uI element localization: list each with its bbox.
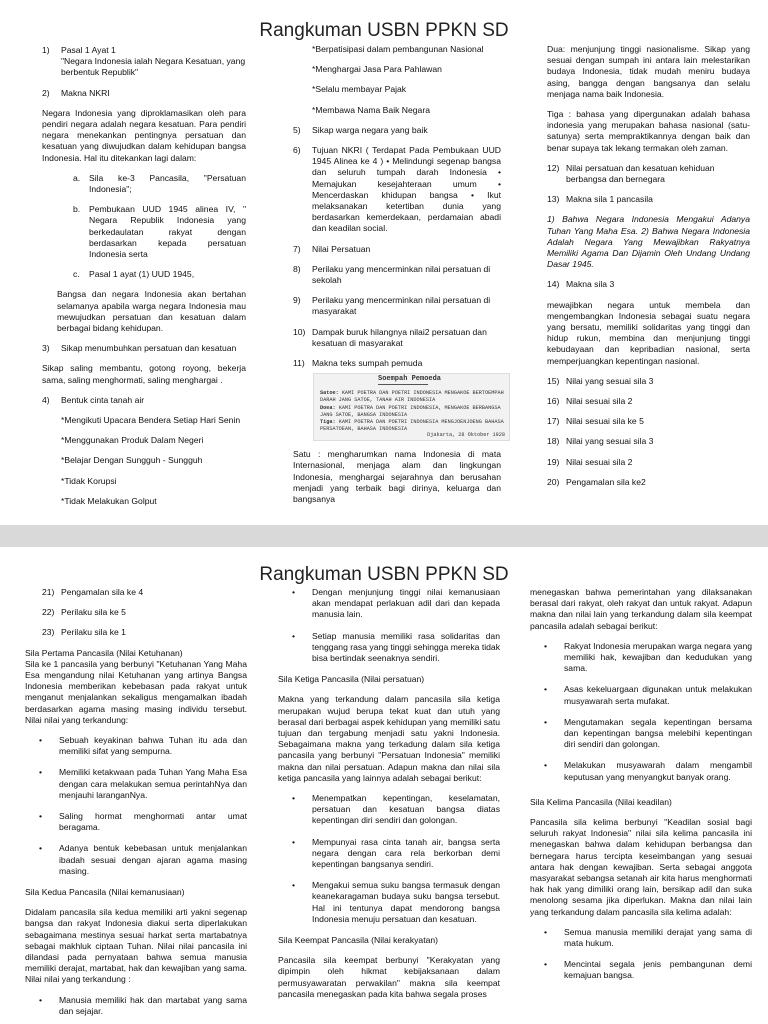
item-text: "Negara Indonesia ialah Negara Kesatuan, yang berbentuk Republik" (61, 56, 246, 78)
list-item: 11) Makna teks sumpah pemuda (293, 358, 423, 369)
sub-item: b. Pembukaan UUD 1945 alinea IV, " Negara Republik Indonesia yang berkedaulatan rakyat dengan berdasarkan kepada persatuan Indonesia serta (73, 204, 246, 260)
document-page-2 (0, 547, 768, 1024)
bullet-item: • Adanya bentuk kebebasan untuk menjalankan ibadah sesuai dengan ajaran agama masing masing. (39, 843, 247, 877)
list-item: 17) Nilai sesuai sila ke 5 (547, 416, 644, 427)
bullet-item: • Manusia memiliki hak dan martabat yang sama dan sejajar. (39, 995, 247, 1017)
sumpah-pemuda-image (313, 373, 510, 441)
list-item: 12) Nilai persatuan dan kesatuan kehiduan berbangsa dan bernegara (547, 162, 715, 185)
line-item: *Mengikuti Upacara Bendera Setiap Hari Senin (61, 415, 241, 426)
column-right (530, 587, 752, 992)
line-item: *Membawa Nama Baik Negara (312, 104, 430, 115)
page-title: Rangkuman USBN PPKN SD (259, 564, 509, 585)
item-text: Negara Indonesia yang diproklamasikan oleh para pendiri negara adalah negara kesatuan. Para pendiri negara menekankan pentingnya persatuan dan kesatuan yang diwujudkan dalam kehidupan bangsa Indonesia. Hal itu ditekankan lagi dalam: (42, 107, 246, 163)
sumpah-line: Tiga: KAMI POETRA DAN POETRI INDONESIA MENGJOENJOENG BAHASA PERSATOEAN, BAHASA INDONESIA (320, 419, 504, 432)
list-item: 13) Makna sila 1 pancasila (547, 194, 653, 205)
list-item: 7) Nilai Persatuan (293, 243, 371, 254)
line-item: *Tidak Melakukan Golput (61, 495, 157, 506)
list-item: 23) Perilaku sila ke 1 (42, 627, 126, 638)
paragraph: Didalam pancasila sila kedua memiliki arti yakni segenap bangsa dan rakyat Indonesia diakui serta diperlakukan sebagaimana mestinya sesuai harkat serta martabatnya sebagai makhluk ciptaan Tuhan. Nilai nilai pancasila ini dilandasi pada pernyataan bahwa semua manusia memiliki derajat, martabat, hak dan kewajiban yang sama. Nilai nilai yang terkandung : (25, 907, 247, 985)
bullet-item: • Memiliki ketakwaan pada Tuhan Yang Maha Esa dengan cara melakukan semua perintahNya dan menjauhi laranganNya. (39, 767, 247, 801)
label: Dua: (547, 44, 566, 54)
column-left (42, 45, 246, 516)
label: Tiga : (547, 109, 571, 120)
list-item: 1) Pasal 1 Ayat 1 "Negara Indonesia ialah Negara Kesatuan, yang berbentuk Republik" (42, 45, 246, 78)
paragraph: menegaskan bahwa pemerintahan yang dilaksanakan berasal dari rakyat, oleh rakyat dan untuk rakyat. Adapun makna dan nilai lain yang terkandung dalam sila keempat pancasila adalah sebagai berikut: (530, 587, 752, 631)
paragraph: Sila ke 1 pancasila yang berbunyi "Ketuhanan Yang Maha Esa mengandung nilai Ketuhanan yang artinya Bangsa Indonesia memberikan kebebasan pada rakyat untuk menganut menjalankan sekaligus mengamalkan ibadah berdasarkan agama masing masing individu tersebut. Nilai nilai yang terkandung: (25, 658, 247, 725)
item-text: Sikap saling membantu, gotong royong, bekerja sama, saling menghormati, saling menghargai . (42, 363, 246, 385)
line-item: *Menggunakan Produk Dalam Negeri (61, 435, 204, 446)
list-item: 15) Nilai yang sesuai sila 3 (547, 375, 654, 386)
sumpah-line: Satoe: KAMI POETRA DAN POETRI INDONESIA MENGAKOE BERTOEMPAH DARAH JANG SATOE, TANAH AIR INDONESIA (320, 390, 504, 403)
item-title: Pasal 1 Ayat 1 (61, 45, 116, 55)
column-left (25, 587, 247, 1024)
bullet-item: • Setiap manusia memiliki rasa solidaritas dan tenggang rasa yang tinggi sehingga mereka tidak bisa bertindak seenaknya sendiri. (292, 631, 500, 665)
section-heading: Sila Ketiga Pancasila (Nilai persatuan) (278, 674, 425, 685)
item-title: Bentuk cinta tanah air (61, 394, 145, 405)
list-item: 9) Perilaku yang mencerminkan nilai persatuan di masyarakat (293, 295, 491, 317)
paragraph: Dua: menjunjung tinggi nasionalisme. Sikap yang sesuai dengan sumpah ini antara lain melestarikan budaya Indonesia, tidak mudah meniru budaya asing, bangga dengan bangsanya dan selalu menjaga nama baik Indonesia. (547, 44, 750, 99)
bullet-item: • Sebuah keyakinan bahwa Tuhan itu ada dan memiliki sifat yang sempurna. (39, 735, 247, 757)
list-item: 18) Nilai yang sesuai sila 3 (547, 436, 654, 447)
paragraph: Pancasila sila kelima berbunyi "Keadilan sosial bagi seluruh rakyat Indonesia" nilai sila kelima pancasila ini menegaskan bahwa dalam kehidupan berbangsa dan bernegara harus tercipta keseimbangan yang sesuai antara hak dengan kewajiban. Serta sebagai anggota masyarakat sebangsa setanah air kita harus menghormati hak hak yang dimiliki orang lain, bersikap adil dan suka menolong sesama jika diperlukan. Makna dan nilai lain yang terkandung dalam pancasila sila kelima adalah: (530, 817, 752, 917)
list-item: 3) Sikap menumbuhkan persatuan dan kesatuan (42, 343, 246, 354)
line-item: *Belajar Dengan Sungguh - Sungguh (61, 455, 203, 466)
list-item: 5) Sikap warga negara yang baik (293, 124, 428, 135)
item-text: mewajibkan negara untuk membela dan mengembangkan Indonesia sebagai suatu negara yang bersatu, memiliki solidaritas yang tinggi dan hidup rukun, membina dan menjunjung tinggi kebudayaan dan kepribadian nasional, serta memperjuangkan kepentingan nasional. (547, 299, 750, 366)
bullet-item: • Rakyat Indonesia merupakan warga negara yang memiliki hak, kewajiban dan kedudukan yang sama. (544, 641, 752, 675)
line-item: *Selalu membayar Pajak (312, 84, 407, 95)
line-item: *Tidak Korupsi (61, 475, 117, 486)
bullet-item: • Mempunyai rasa cinta tanah air, bangsa serta negara dengan cara rela berkorban demi kepentingan bangsanya sendiri. (292, 837, 500, 871)
list-item: 19) Nilai sesuai sila 2 (547, 456, 633, 467)
column-middle (278, 587, 500, 1009)
line-item: *Berpatisipasi dalam pembangunan Nasional (312, 44, 484, 54)
label: Satu : (293, 449, 321, 460)
list-item: 2) Makna NKRI (42, 88, 246, 99)
list-item: 20) Pengamalan sila ke2 (547, 476, 646, 487)
sumpah-line: Doea: KAMI POETRA DAN POETRI INDONESIA, MENGAKOE BERBANGSA JANG SATOE, BANGSA INDONESIA (320, 405, 501, 418)
section-heading: Sila Keempat Pancasila (Nilai kerakyatan) (278, 935, 439, 946)
divider (378, 384, 428, 385)
sub-item: a. Sila ke-3 Pancasila, "Persatuan Indonesia"; (73, 172, 246, 195)
bullet-item: • Saling hormat menghormati antar umat beragama. (39, 811, 247, 833)
bullet-item: • Asas kekeluargaan digunakan untuk melakukan musyawarah serta mufakat. (544, 684, 752, 706)
sumpah-title: Soempah Pemoeda (378, 375, 442, 384)
bullet-item: • Mencintai segala jenis pembangunan demi kemajuan bangsa. (544, 959, 752, 981)
item-title: Sikap menumbuhkan persatuan dan kesatuan (61, 343, 237, 354)
bullet-item: • Dengan menjunjung tinggi nilai kemanusiaan akan mendapat perlakuan adil dari dan kepada manusia lain. (292, 587, 500, 621)
paragraph: Pancasila sila keempat berbunyi "Kerakyatan yang dipimpin oleh hikmat kebijaksanaan dalam permusyawaratan perwakilan" makna sila keempat pancasila menegaskan pada kita bahwa segala proses (278, 955, 500, 999)
bullet-item: • Mengutamakan segala kepentingan bersama dan kepentingan bangsa melebihi kepentingan diri sendiri dan golongan. (544, 717, 752, 751)
column-right (547, 44, 750, 497)
paragraph: Makna yang terkandung dalam pancasila sila ketiga merupakan wujud berupa tekat kuat dan utuh yang berasal dari berbagai aspek kehidupan yang memiliki satu tujuan dan tergabung menjadi satu yakni Indonesia. Sebagaimana makna yang terkadung dalam sila ketiga pancasila yang berbunyi "Persatuan Indonesia" memiliki makna dan nilai persatuan. Adapun makna dan nilai sila ketiga pancasila yang lainnya adalah sebagai berikut: (278, 694, 500, 783)
section-heading: Sila Kelima Pancasila (Nilai keadilan) (530, 796, 672, 807)
section-heading: Sila Pertama Pancasila (Nilai Ketuhanan) (25, 647, 183, 658)
paragraph: Tiga : bahasa yang dipergunakan adalah bahasa indonesia yang merupakan bahasa nasional (satu-satunya) serta mempraktikannya dengan baik dan benar supaya tak lekang termakan oleh zaman. (547, 109, 750, 153)
list-item: 22) Perilaku sila ke 5 (42, 607, 126, 618)
list-item: 6) Tujuan NKRI ( Terdapat Pada Pembukaan UUD 1945 Alinea ke 4 ) • Melindungi segenap bangsa dan seluruh tumpah darah Indonesia • Memajukan kesejahteraan umum • Mencerdaskan khidupan bangsa • Ikut melaksanakan ketertiban dunia yang berdasarkan kemerdekaan, perdamaian abadi dan keadilan social. (293, 145, 501, 234)
item-title: Makna NKRI (61, 87, 110, 98)
list-item: 16) Nilai sesuai sila 2 (547, 396, 633, 407)
bullet-item: • Menempatkan kepentingan, keselamatan, persatuan dan kesatuan bangsa diatas kepentingan diri sendiri dan golongan. (292, 793, 500, 827)
page-title: Rangkuman USBN PPKN SD (259, 20, 509, 41)
bullet-item: • Mengakui semua suku bangsa termasuk dengan keanekaragaman budaya suku bangsa tersebut. Hal ini tentunya dapat mendorong bangsa Indonesia menuju persatuan dan kesatuan. (292, 880, 500, 925)
section-heading: Sila Kedua Pancasila (Nilai kemanusiaan) (25, 887, 185, 898)
list-item: 14) Makna sila 3 (547, 279, 615, 290)
line-item: *Menghargai Jasa Para Pahlawan (312, 64, 442, 75)
sumpah-date: Djakarta, 28 Oktober 1928 (427, 432, 505, 439)
sub-item: c. Pasal 1 ayat (1) UUD 1945, (73, 269, 195, 280)
list-item: 21) Pengamalan sila ke 4 (42, 587, 144, 597)
list-item: 4) Bentuk cinta tanah air (42, 395, 246, 406)
list-item: 8) Perilaku yang mencerminkan nilai persatuan di sekolah (293, 263, 491, 286)
paragraph: Satu : mengharumkan nama Indonesia di mata Internasional, menjaga alam dan lingkungan Indonesia, menghargai sejarahnya dan berusahan menjadi yang terbaik bagi dirinya, keluarga dan bangsanya (293, 449, 501, 505)
item-text: 1) Bahwa Negara Indonesia Mengakui Adanya Tuhan Yang Maha Esa. 2) Bahwa Negara Indonesia Adalah Negara Yang Mewajibkan Rakyatnya Memiliki Agama Dan Dijamin Oleh Undang Undang Dasar 1945. (547, 214, 750, 270)
bullet-item: • Semua manusia memiliki derajat yang sama di mata hukum. (544, 927, 752, 949)
paragraph: Bangsa dan negara Indonesia akan bertahan selamanya apabila warga negara Indonesia mau mewujudkan persatuan dan kesatuan dalam berbagai bidang kehidupan. (57, 289, 246, 334)
bullet-item: • Melakukan musyawarah dalam mengambil keputusan yang menyangkut banyak orang. (544, 760, 752, 782)
column-middle (293, 44, 505, 514)
list-item: 10) Dampak buruk hilangnya nilai2 persatuan dan kesatuan di masyarakat (293, 326, 487, 348)
